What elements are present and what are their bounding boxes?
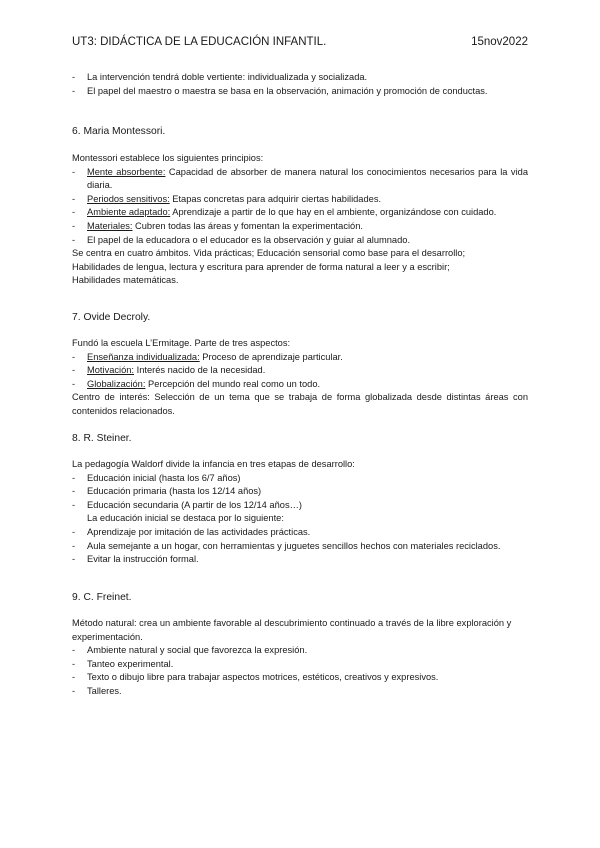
decroly-section xyxy=(72,337,528,419)
list-item xyxy=(72,472,528,486)
list-item xyxy=(72,220,528,234)
list-item-text: Evitar la instrucción formal. xyxy=(87,554,199,565)
page-header xyxy=(72,36,528,52)
list-item xyxy=(72,234,528,248)
bullet: - xyxy=(72,526,76,537)
list-item xyxy=(72,540,528,554)
list-item-text: Talleres. xyxy=(87,685,122,696)
list-item xyxy=(72,685,528,699)
term: Enseñanza individualizada: xyxy=(87,351,200,362)
list-item-text: Educación secundaria (A partir de los 12/14 años…) xyxy=(87,499,302,510)
term: Periodos sensitivos: xyxy=(87,193,170,204)
list-item-text: Tanteo experimental. xyxy=(87,658,174,669)
steiner-sub-lead: La educación inicial se destaca por lo siguiente: xyxy=(87,513,284,524)
term-description: Percepción del mundo real como un todo. xyxy=(145,378,321,389)
montessori-lead: Montessori establece los siguientes principios: xyxy=(72,153,264,163)
term-description: Interés nacido de la necesidad. xyxy=(134,365,266,376)
decroly-closing: Centro de interés: Selección de un tema que se trabaja de forma globalizada desde distintas áreas con contenidos relacionados. xyxy=(72,392,528,416)
intro-list xyxy=(72,71,528,98)
bullet: - xyxy=(72,645,76,656)
bullet: - xyxy=(72,166,76,177)
freinet-section xyxy=(72,617,528,699)
section-heading-decroly: 7. Ovide Decroly. xyxy=(72,312,151,323)
list-item xyxy=(72,364,528,378)
term: Mente absorbente: xyxy=(87,166,166,177)
bullet: - xyxy=(72,658,76,669)
term: Globalización: xyxy=(87,378,146,389)
list-item xyxy=(72,351,528,365)
section-heading-montessori: 6. Maria Montessori. xyxy=(72,126,166,137)
list-item-text: Ambiente natural y social que favorezca la expresión. xyxy=(87,645,308,656)
bullet: - xyxy=(72,351,76,362)
bullet: - xyxy=(72,554,76,565)
bullet: - xyxy=(72,193,76,204)
steiner-lead: La pedagogía Waldorf divide la infancia en tres etapas de desarrollo: xyxy=(72,459,355,469)
list-item xyxy=(72,166,528,193)
bullet: - xyxy=(72,499,76,510)
bullet: - xyxy=(72,378,76,389)
list-item xyxy=(72,526,528,540)
list-item-text: Aula semejante a un hogar, con herramientas y juguetes sencillos hechos con materiales reciclados. xyxy=(87,540,501,551)
section-heading-steiner: 8. R. Steiner. xyxy=(72,433,132,444)
term-description: El papel de la educadora o el educador es la observación y guiar al alumnado. xyxy=(87,234,411,245)
term: Motivación: xyxy=(87,365,135,376)
term: Materiales: xyxy=(87,220,133,231)
list-item xyxy=(72,378,528,392)
bullet: - xyxy=(72,685,76,696)
term-description: Aprendizaje a partir de lo que hay en el ambiente, organizándose con cuidado. xyxy=(170,207,497,218)
list-item-text: Educación primaria (hasta los 12/14 años) xyxy=(87,486,262,497)
steiner-section xyxy=(72,458,528,567)
bullet: - xyxy=(72,72,76,82)
list-item xyxy=(72,85,528,99)
list-item xyxy=(72,71,528,85)
list-item xyxy=(72,485,528,499)
paragraph-line: Habilidades matemáticas. xyxy=(72,275,179,286)
bullet: - xyxy=(72,672,76,683)
list-item xyxy=(72,499,528,513)
list-item-text: La intervención tendrá doble vertiente: individualizada y socializada. xyxy=(87,72,368,82)
bullet: - xyxy=(72,486,76,497)
section-heading-freinet: 9. C. Freinet. xyxy=(72,592,132,603)
document-date: 15nov2022 xyxy=(471,36,528,48)
list-item-text: Aprendizaje por imitación de las actividades prácticas. xyxy=(87,526,311,537)
list-item-text: El papel del maestro o maestra se basa en la observación, animación y promoción de conductas. xyxy=(87,85,488,96)
bullet: - xyxy=(72,365,76,376)
list-item xyxy=(72,644,528,658)
list-item-text: Texto o dibujo libre para trabajar aspectos motrices, estéticos, creativos y expresivos. xyxy=(87,672,439,683)
paragraph-line: Habilidades de lengua, lectura y escritura para aprender de forma natural a leer y a escribir; xyxy=(72,261,450,272)
term: Ambiente adaptado: xyxy=(87,207,171,218)
bullet: - xyxy=(72,540,76,551)
bullet: - xyxy=(72,234,76,245)
list-item xyxy=(72,553,528,567)
term-description: Cubren todas las áreas y fomentan la experimentación. xyxy=(132,220,363,231)
term-description: Proceso de aprendizaje particular. xyxy=(199,351,343,362)
bullet: - xyxy=(72,85,76,96)
list-item xyxy=(72,671,528,685)
decroly-lead: Fundó la escuela L’Ermitage. Parte de tres aspectos: xyxy=(72,338,291,348)
list-item xyxy=(72,658,528,672)
document-title: UT3: DIDÁCTICA DE LA EDUCACIÓN INFANTIL. xyxy=(72,36,327,48)
bullet: - xyxy=(72,207,76,218)
bullet: - xyxy=(72,220,76,231)
paragraph-line: Se centra en cuatro ámbitos. Vida prácticas; Educación sensorial como base para el desarrollo; xyxy=(72,248,466,259)
freinet-lead: Método natural: crea un ambiente favorable al descubrimiento continuado a través de la libre exploración y experimentación. xyxy=(72,618,512,642)
montessori-section xyxy=(72,152,528,288)
list-item xyxy=(72,193,528,207)
bullet: - xyxy=(72,472,76,483)
list-item-text: Educación inicial (hasta los 6/7 años) xyxy=(87,472,241,483)
term-description: Etapas concretas para adquirir ciertas habilidades. xyxy=(169,193,382,204)
list-item xyxy=(72,206,528,220)
term-description: Capacidad de absorber de manera natural los conocimientos necesarios para la vida diaria. xyxy=(87,166,528,191)
